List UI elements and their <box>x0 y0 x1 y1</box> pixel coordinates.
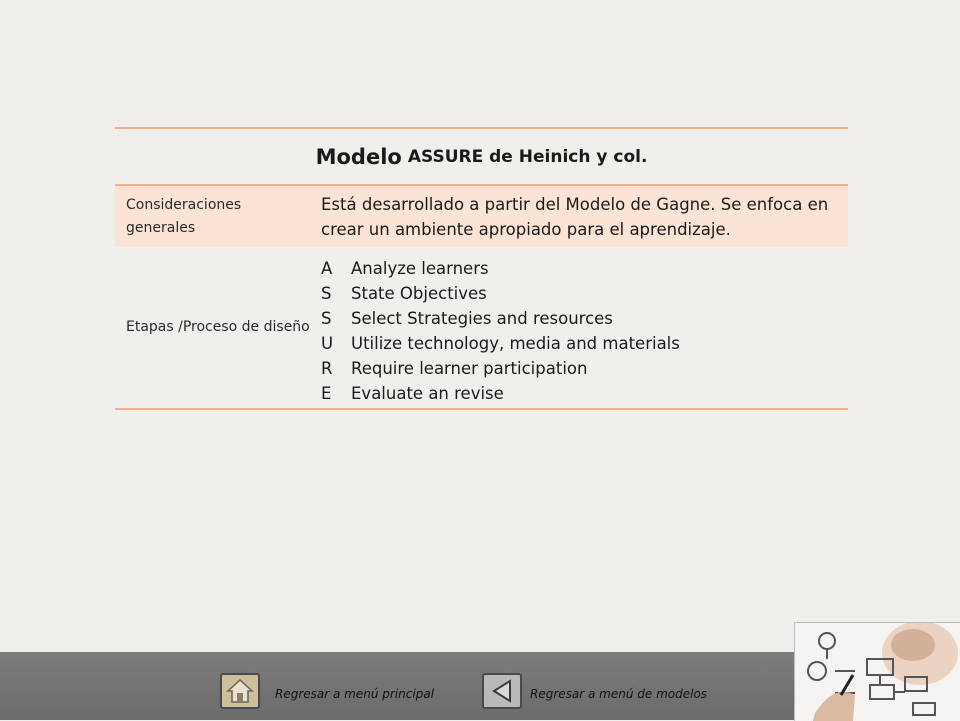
table-title-rest: ASSURE de Heinich y col. <box>407 146 648 167</box>
step-text: Analyze learners <box>351 258 489 278</box>
row-label: Etapas /Proceso de diseño <box>126 319 310 335</box>
home-icon <box>226 678 254 704</box>
step-letter: S <box>321 308 332 328</box>
step-text: Evaluate an revise <box>351 383 504 403</box>
step-text: Utilize technology, media and materials <box>351 333 680 353</box>
row-content: Está desarrollado a partir del Modelo de Gagne. Se enfoca en crear un ambiente apropiado para el aprendizaje. <box>321 194 829 239</box>
back-arrow-icon <box>488 678 516 704</box>
back-to-models-link[interactable]: Regresar a menú de modelos <box>530 687 708 701</box>
step-text: State Objectives <box>351 283 487 303</box>
assure-model-table <box>115 127 848 410</box>
home-button[interactable] <box>220 673 260 709</box>
row-content <box>311 247 848 408</box>
list-item <box>321 306 680 331</box>
list-item <box>321 381 680 406</box>
step-text: Select Strategies and resources <box>351 308 613 328</box>
table-title <box>115 129 848 186</box>
step-letter: S <box>321 283 332 303</box>
flowchart-hand-image <box>794 622 960 721</box>
list-item <box>321 331 680 356</box>
step-text: Require learner participation <box>351 358 588 378</box>
step-letter: E <box>321 383 332 403</box>
list-item <box>321 281 680 306</box>
list-item <box>321 356 680 381</box>
table-row <box>115 247 848 408</box>
step-letter: R <box>321 358 333 378</box>
table-row <box>115 186 848 247</box>
list-item <box>321 256 680 281</box>
home-link[interactable]: Regresar a menú principal <box>275 687 434 701</box>
step-letter: U <box>321 333 334 353</box>
back-to-models-button[interactable] <box>482 673 522 709</box>
step-letter: A <box>321 258 333 278</box>
row-label: Consideraciones generales <box>126 196 242 236</box>
steps-list <box>321 250 680 406</box>
table-title-main: Modelo <box>315 144 402 169</box>
